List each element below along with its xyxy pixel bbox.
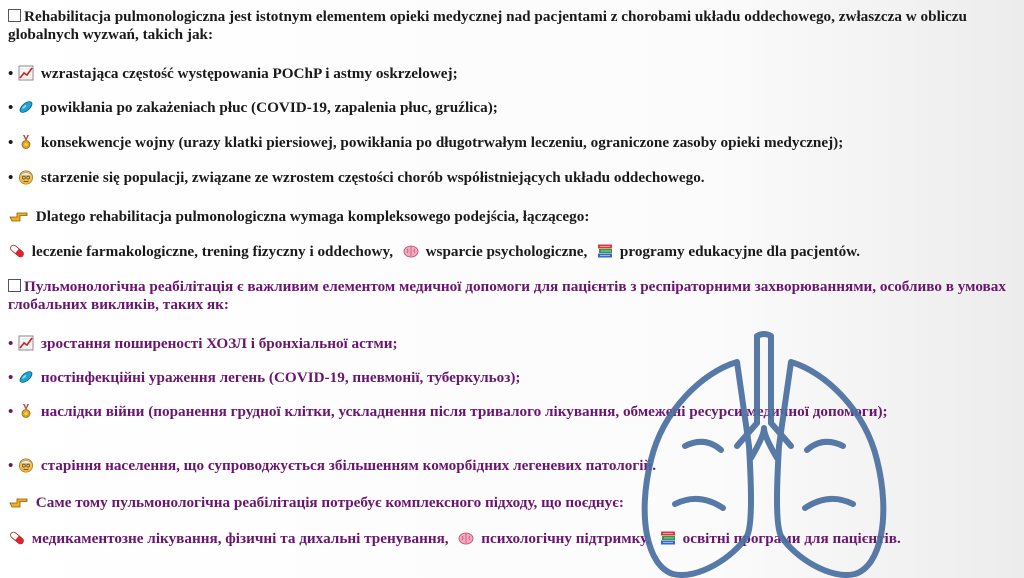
ukrainian-item-text: старіння населення, що супроводжується збільшенням коморбідних легеневих патологій. (40, 457, 657, 474)
polish-item-text: wzrastająca częstość występowania POChP i astmy oskrzelowej; (40, 65, 458, 82)
polish-item (8, 65, 1008, 83)
polish-item (8, 134, 1008, 152)
chart-increasing-icon (18, 335, 34, 351)
ukrainian-item-text: постінфекційні ураження легень (COVID-19, пневмонії, туберкульоз); (40, 369, 521, 386)
polish-item-text: konsekwencje wojny (urazy klatki piersiowej, powikłania po długotrwałym leczeniu, ograniczone zasoby opieki medycznej); (40, 134, 844, 151)
ukrainian-item-text: зростання поширеності ХОЗЛ і бронхіальної астми; (40, 335, 398, 352)
ukrainian-component-text: освітні програми для пацієнтів. (682, 530, 901, 547)
microbe-icon (18, 369, 34, 385)
bullet: • (8, 134, 14, 151)
polish-item-text: starzenie się populacji, związane ze wzrostem częstości chorób współistniejących układu oddechowego. (40, 169, 705, 186)
ukrainian-approach-text: Саме тому пульмонологічна реабілітація потребує комплексного підходу, що поєднує: (35, 494, 624, 511)
bullet: • (8, 99, 14, 116)
pill-icon (9, 243, 25, 259)
bullet: • (8, 335, 14, 352)
polish-intro (8, 8, 1008, 44)
ukrainian-component-text: медикаментозне лікування, фізичні та дихальні тренування, (31, 530, 449, 547)
books-icon (597, 243, 613, 259)
brain-icon (403, 243, 419, 259)
polish-approach (8, 208, 1008, 226)
polish-component-text: leczenie farmakologiczne, trening fizyczny i oddechowy, (31, 243, 393, 260)
polish-component-text: wsparcie psychologiczne, (425, 243, 588, 260)
bullet: • (8, 65, 14, 82)
ukrainian-intro (8, 278, 1008, 314)
chart-increasing-icon (18, 65, 34, 81)
polish-intro-text: Rehabilitacja pulmonologiczna jest istotnym elementem opieki medycznej nad pacjentami z chorobami układu oddechowego, zwłaszcza w obliczu globalnych wyzwań, takich jak: (8, 8, 967, 43)
brain-icon (458, 530, 474, 546)
polish-approach-text: Dlatego rehabilitacja pulmonologiczna wymaga kompleksowego podejścia, łączącego: (35, 208, 590, 225)
polish-components (8, 243, 1008, 261)
bullet: • (8, 457, 14, 474)
missing-glyph-icon (8, 279, 21, 292)
elderly-face-icon (18, 169, 34, 185)
military-medal-icon (18, 403, 34, 419)
pointing-hand-icon (9, 494, 29, 510)
bullet: • (8, 169, 14, 186)
pointing-hand-icon (9, 208, 29, 224)
polish-item (8, 169, 1008, 187)
polish-item-text: powikłania po zakażeniach płuc (COVID-19, zapalenia płuc, gruźlica); (40, 99, 498, 116)
pill-icon (9, 530, 25, 546)
polish-item (8, 99, 1008, 117)
ukrainian-intro-text: Пульмонологічна реабілітація є важливим елементом медичної допомоги для пацієнтів з респіраторними захворюваннями, особливо в умовах глобальних викликів, таких як: (8, 278, 1006, 313)
ukrainian-component-text: психологічну підтримку, (481, 530, 651, 547)
elderly-face-icon (18, 457, 34, 473)
microbe-icon (18, 99, 34, 115)
missing-glyph-icon (8, 9, 21, 22)
lungs-icon (625, 328, 925, 578)
polish-component-text: programy edukacyjne dla pacjentów. (619, 243, 861, 260)
bullet: • (8, 403, 14, 420)
military-medal-icon (18, 134, 34, 150)
ukrainian-item-text: наслідки війни (поранення грудної клітки, ускладнення після тривалого лікування, обмежені ресурси медичної допомоги); (40, 403, 888, 420)
bullet: • (8, 369, 14, 386)
